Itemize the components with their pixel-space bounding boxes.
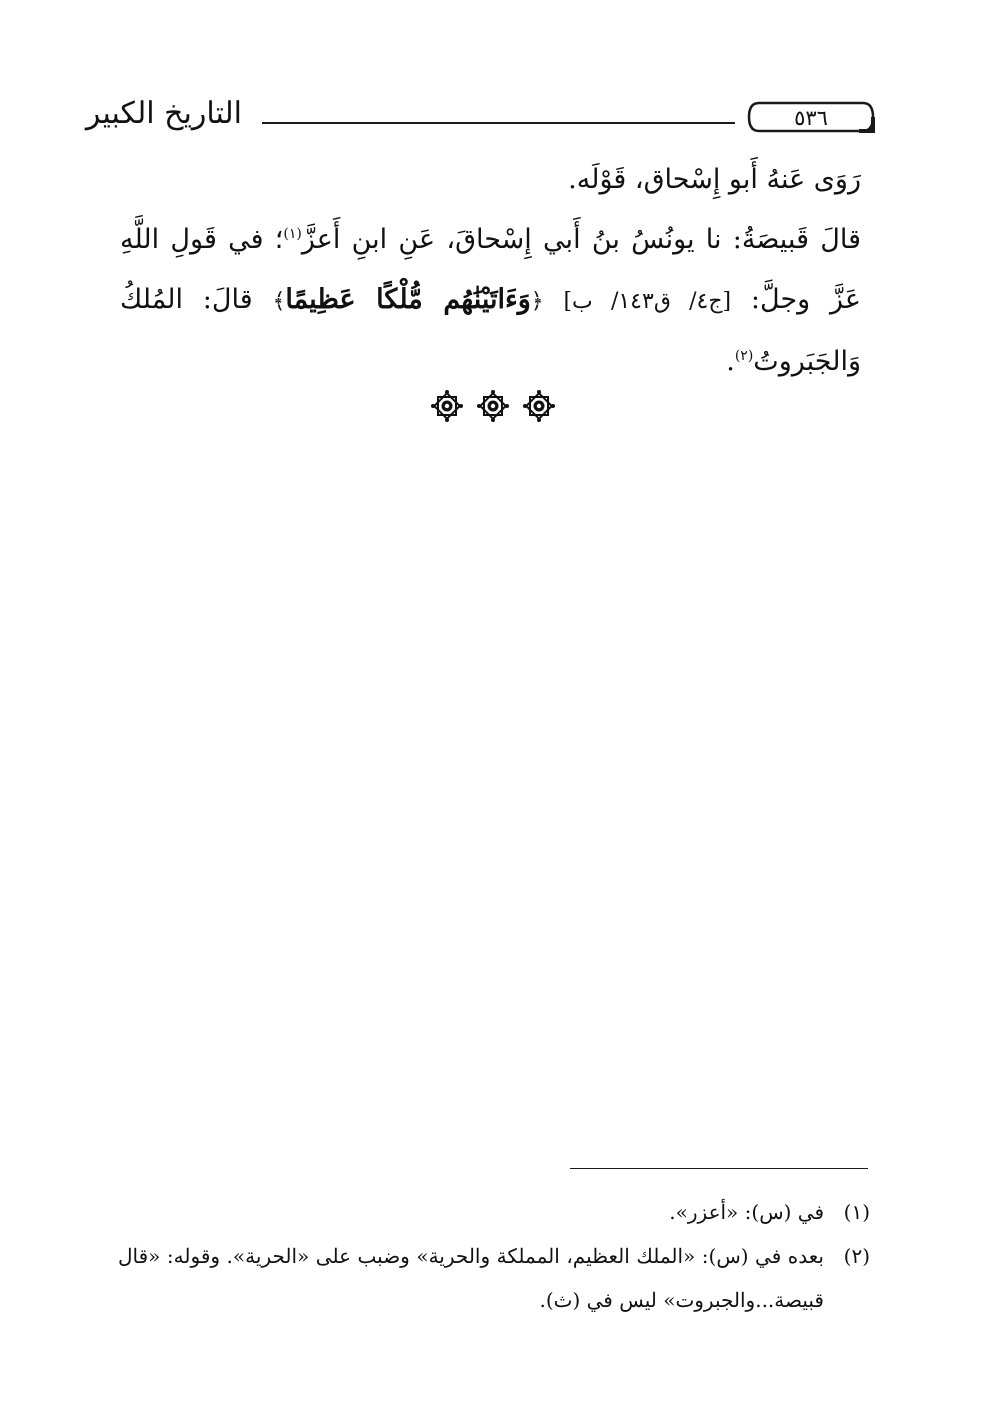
main-text	[120, 150, 861, 392]
quran-bracket-open: ﴿	[530, 289, 544, 314]
para2-part2: ؛ في قَولِ اللَّهِ عَزَّ وجلَّ:	[120, 224, 861, 315]
para2-end: .	[726, 346, 735, 377]
page-header	[85, 92, 875, 140]
footnote-2	[118, 1234, 870, 1322]
footnote-text: بعده في (س): «الملك العظيم، المملكة والحرية» وضبب على «الحرية». وقوله: «قال قبيصة...والجبروت» ليس في (ث).	[118, 1244, 824, 1312]
page-number-frame	[747, 100, 875, 134]
para2-part1: قالَ قَبيصَةُ: نا يونُسُ بنُ أَبي إِسْحاقَ، عَنِ ابنِ أَعزَّ	[301, 224, 861, 255]
running-title: التاريخ الكبير	[85, 96, 242, 131]
quran-verse: وَءَاتَيْنَٰهُم مُّلْكًا عَظِيمًا	[285, 284, 531, 315]
paragraph-2	[120, 210, 861, 392]
footnote-number: (١)	[843, 1200, 870, 1224]
star-ornament-icon	[430, 389, 464, 423]
footnote-number: (٢)	[843, 1244, 870, 1268]
footnotes	[118, 1190, 870, 1322]
page-number: ٥٣٦	[794, 106, 828, 130]
star-ornament-icon	[522, 389, 556, 423]
footnote-text: في (س): «أعزر».	[669, 1200, 824, 1224]
footnote-1	[118, 1190, 870, 1234]
footnote-separator	[570, 1168, 868, 1169]
quran-bracket-close: ﴾	[272, 289, 286, 314]
folio-reference: [ج٤/ ق١٤٣/ ب]	[563, 289, 732, 314]
star-ornament-icon	[476, 389, 510, 423]
header-rule	[262, 122, 735, 124]
para2-part3: قالَ: المُلكُ وَالجَبَروتُ	[120, 284, 861, 377]
footnote-ref-2[interactable]: (٢)	[734, 348, 754, 364]
footnote-ref-1[interactable]: (١)	[283, 226, 302, 242]
section-end-ornament	[430, 389, 556, 423]
paragraph-1: رَوَى عَنهُ أَبو إِسْحاق، قَوْلَه.	[568, 164, 861, 195]
